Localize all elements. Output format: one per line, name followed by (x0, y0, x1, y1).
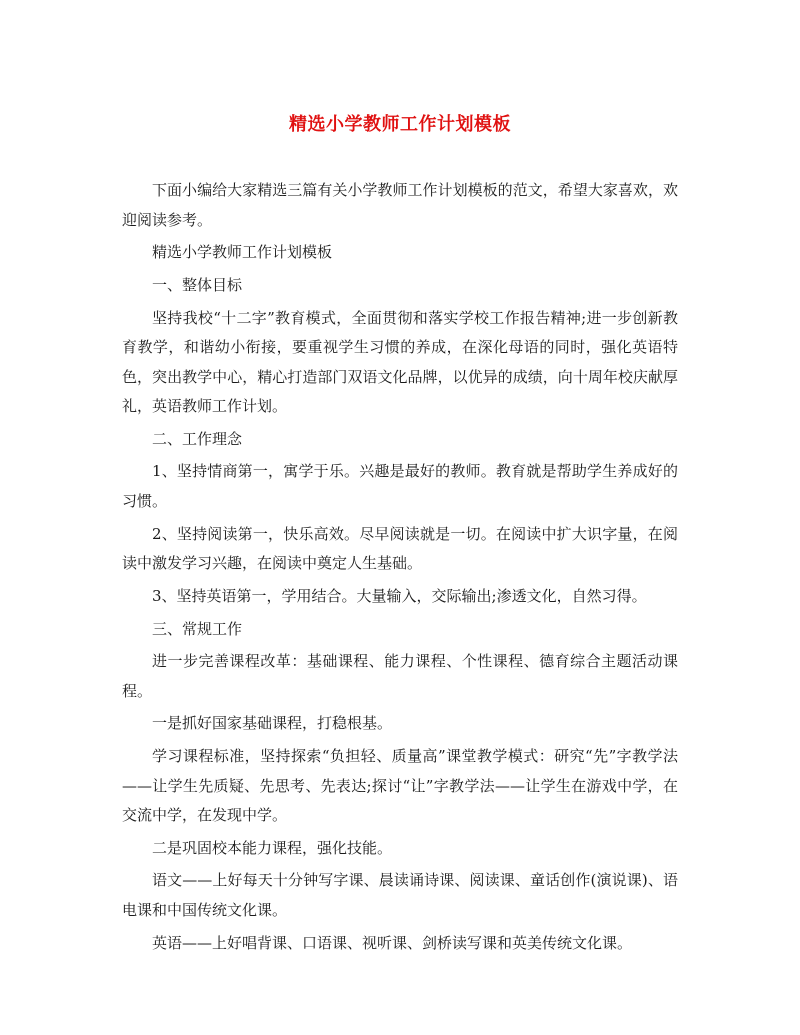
section-heading-template: 精选小学教师工作计划模板 (152, 243, 333, 262)
section-heading-routine: 三、常规工作 (152, 619, 243, 638)
philosophy-item-1: 1、坚持情商第一，寓学于乐。兴趣是最好的教师。教育就是帮助学生养成好的习惯。 (122, 462, 678, 510)
document-body (122, 176, 678, 961)
english-courses-paragraph: 英语——上好唱背课、口语课、视听课、剑桥读写课和英美传统文化课。 (152, 933, 633, 952)
routine-point-1: 一是抓好国家基础课程，打稳根基。 (152, 714, 393, 733)
philosophy-item-2: 2、坚持阅读第一，快乐高效。尽早阅读就是一切。在阅读中扩大识字量，在阅读中激发学习兴趣，在阅读中奠定人生基础。 (122, 524, 678, 573)
chinese-courses-paragraph: 语文——上好每天十分钟写字课、晨读诵诗课、阅读课、童话创作(演说课)、语电课和中国传统文化课。 (122, 871, 678, 919)
section-heading-philosophy: 二、工作理念 (152, 429, 243, 448)
goals-paragraph: 坚持我校“十二字”教育模式，全面贯彻和落实学校工作报告精神;进一步创新教育教学，和谐幼小衔接，要重视学生习惯的养成，在深化母语的同时，强化英语特色，突出教学中心，精心打造部门双语文化品牌，以优异的成绩，向十周年校庆献厚礼，英语教师工作计划。 (122, 308, 678, 416)
routine-point-2: 二是巩固校本能力课程，强化技能。 (152, 838, 393, 857)
philosophy-item-3: 3、坚持英语第一，学用结合。大量输入，交际输出;渗透文化，自然习得。 (152, 586, 647, 605)
routine-paragraph: 进一步完善课程改革：基础课程、能力课程、个性课程、德育综合主题活动课程。 (122, 652, 678, 700)
section-heading-goals: 一、整体目标 (152, 275, 243, 294)
document-title: 精选小学教师工作计划模板 (289, 114, 511, 135)
teaching-method-paragraph: 学习课程标准，坚持探索“负担轻、质量高”课堂教学模式：研究“先”字教学法——让学生先质疑、先思考、先表达;探讨“让”字教学法——让学生在游戏中学，在交流中学，在发现中学。 (122, 747, 678, 825)
intro-paragraph: 下面小编给大家精选三篇有关小学教师工作计划模板的范文，希望大家喜欢，欢迎阅读参考。 (122, 181, 678, 229)
